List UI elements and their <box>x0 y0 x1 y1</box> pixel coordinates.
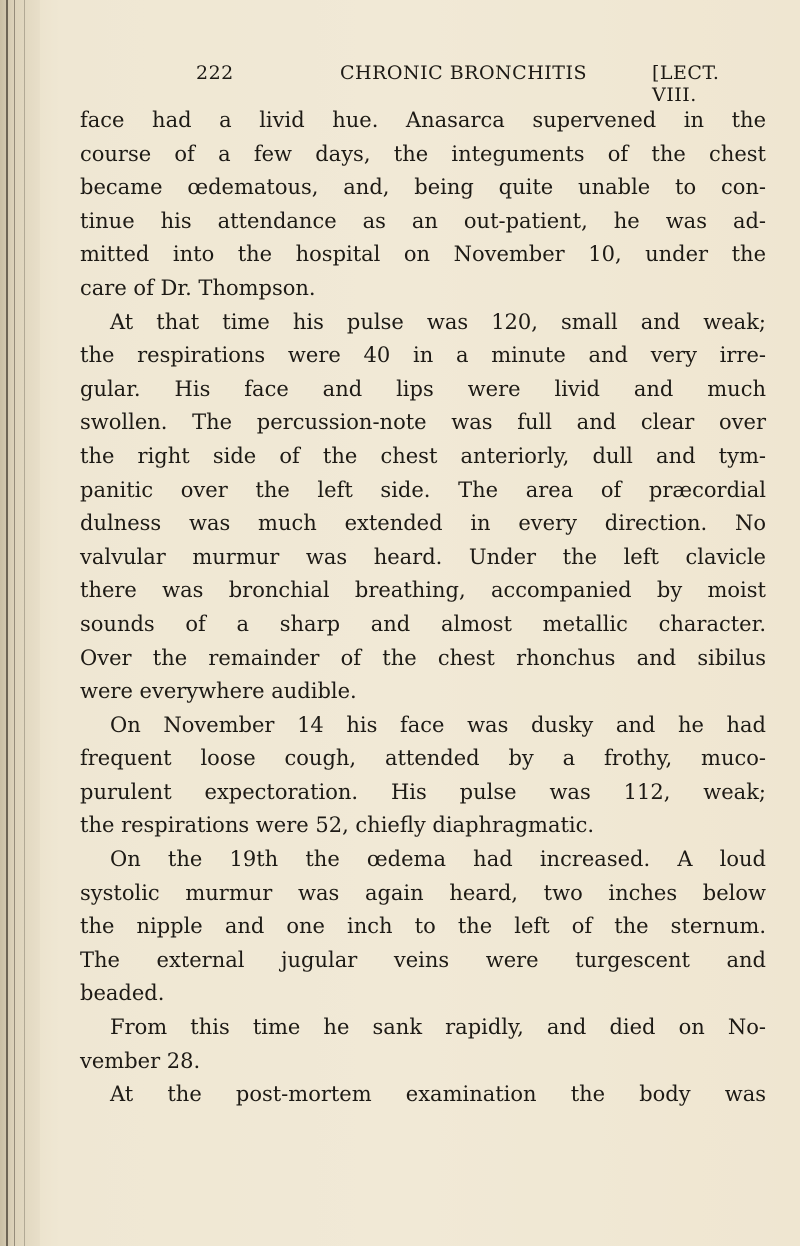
text-line: On November 14 his face was dusky and he had <box>110 712 766 737</box>
page-binding-edge <box>0 0 40 1246</box>
running-title: CHRONIC BRONCHITIS <box>340 62 587 84</box>
text-line: became œdematous, and, being quite unable to con- <box>80 175 766 200</box>
text-line: vember 28. <box>80 1048 201 1073</box>
text-line: the right side of the chest anteriorly, dull and tym- <box>80 443 766 468</box>
text-line: were everywhere audible. <box>80 679 357 704</box>
text-line: care of Dr. Thompson. <box>80 275 316 300</box>
text-line: At the post-mortem examination the body was <box>110 1082 766 1107</box>
text-line: the respirations were 52, chiefly diaphragmatic. <box>80 813 595 838</box>
binding-rule <box>6 0 8 1246</box>
text-line: Over the remainder of the chest rhonchus and sibilus <box>80 645 766 670</box>
running-header <box>196 62 768 106</box>
text-line: gular. His face and lips were livid and much <box>80 376 766 401</box>
text-line: At that time his pulse was 120, small and weak; <box>110 309 766 334</box>
text-line: tinue his attendance as an out-patient, he was ad- <box>80 208 766 233</box>
text-line: valvular murmur was heard. Under the left clavicle <box>80 544 766 569</box>
text-line: The external jugular veins were turgescent and <box>80 947 766 972</box>
text-line: panitic over the left side. The area of præcordial <box>80 477 766 502</box>
text-line: beaded. <box>80 981 165 1006</box>
text-line: the nipple and one inch to the left of the sternum. <box>80 914 766 939</box>
body-text <box>80 104 766 1112</box>
lecture-reference: [LECT. VIII. <box>652 62 720 106</box>
text-line: the respirations were 40 in a minute and very irre- <box>80 343 766 368</box>
text-line: face had a livid hue. Anasarca supervened in the <box>80 108 766 132</box>
text-line: frequent loose cough, attended by a frothy, muco- <box>80 746 766 771</box>
binding-rule <box>24 0 25 1246</box>
text-line: mitted into the hospital on November 10, under the <box>80 242 766 267</box>
text-line: course of a few days, the integuments of the chest <box>80 141 766 166</box>
text-line: From this time he sank rapidly, and died on No- <box>110 1015 766 1040</box>
text-line: sounds of a sharp and almost metallic character. <box>80 611 766 636</box>
text-line: purulent expectoration. His pulse was 112, weak; <box>80 779 766 804</box>
page-number: 222 <box>196 62 234 84</box>
text-line: there was bronchial breathing, accompanied by moist <box>80 578 766 603</box>
text-line: dulness was much extended in every direction. No <box>80 511 766 536</box>
text-line: systolic murmur was again heard, two inches below <box>80 880 766 905</box>
text-line: swollen. The percussion-note was full and clear over <box>80 410 766 435</box>
text-line: On the 19th the œdema had increased. A loud <box>110 847 766 872</box>
binding-rule <box>14 0 15 1246</box>
